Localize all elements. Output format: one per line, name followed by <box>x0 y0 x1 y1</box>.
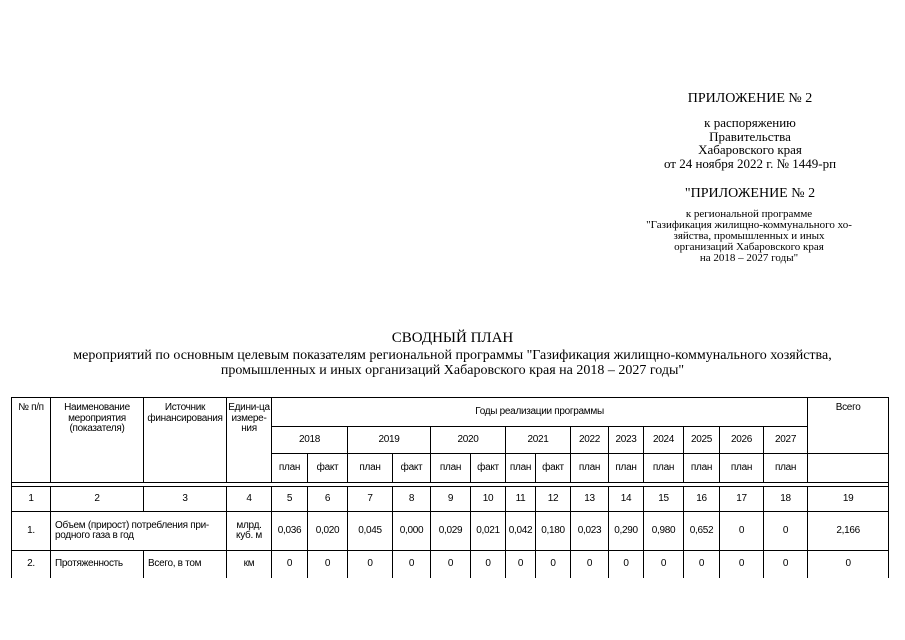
summary-plan-table <box>11 397 889 578</box>
year-2027: 2027 <box>764 427 808 454</box>
header-row <box>12 398 889 427</box>
subcol: план <box>609 454 644 483</box>
row-value: 0,020 <box>308 512 348 551</box>
row-unit: млрд. куб. м <box>227 512 272 551</box>
year-2026: 2026 <box>720 427 764 454</box>
col-number: 14 <box>609 487 644 512</box>
column-number-row <box>12 487 889 512</box>
col-head-name: Наименование мероприятия (показателя) <box>51 398 144 483</box>
col-number: 8 <box>393 487 431 512</box>
row-value: 0 <box>308 551 348 579</box>
year-2024: 2024 <box>644 427 684 454</box>
year-2020: 2020 <box>431 427 506 454</box>
program-line: организаций Хабаровского края <box>674 241 824 253</box>
year-2019: 2019 <box>348 427 431 454</box>
row-value: 0 <box>609 551 644 579</box>
program-line: зяйства, промышленных и иных <box>673 230 825 242</box>
row-value: 0 <box>393 551 431 579</box>
row-value: 0,980 <box>644 512 684 551</box>
row-value: 0 <box>764 512 808 551</box>
year-2021: 2021 <box>506 427 571 454</box>
row-source: Всего, в том <box>144 551 227 579</box>
row-value: 0 <box>348 551 393 579</box>
appendix-label-2: "ПРИЛОЖЕНИЕ № 2 <box>684 186 816 201</box>
row-value: 0 <box>571 551 609 579</box>
row-value: 0,045 <box>348 512 393 551</box>
col-number: 6 <box>308 487 348 512</box>
row-value: 0 <box>720 512 764 551</box>
col-number: 13 <box>571 487 609 512</box>
subcol: план <box>348 454 393 483</box>
order-line: к распоряжению <box>704 115 796 130</box>
col-head-total: Всего <box>808 398 889 454</box>
subcol: факт <box>308 454 348 483</box>
col-number: 19 <box>808 487 889 512</box>
program-line: "Газификация жилищно-коммунального хо- <box>646 219 852 231</box>
col-head-unit: Едини-ца измере-ния <box>227 398 272 483</box>
row-num: 1. <box>12 512 51 551</box>
row-value: 0,021 <box>471 512 506 551</box>
order-line: от 24 ноября 2022 г. № 1449-рп <box>663 155 837 171</box>
subcol: факт <box>393 454 431 483</box>
row-name: Протяженность <box>51 551 144 579</box>
year-2023: 2023 <box>609 427 644 454</box>
row-total: 0 <box>808 551 889 579</box>
col-number: 1 <box>12 487 51 512</box>
row-value: 0 <box>764 551 808 579</box>
table-row <box>12 512 889 551</box>
row-value: 0,029 <box>431 512 471 551</box>
row-value: 0,652 <box>684 512 720 551</box>
subcol: план <box>506 454 536 483</box>
col-head-source: Источник финансирования <box>144 398 227 483</box>
year-2018: 2018 <box>272 427 348 454</box>
row-value: 0 <box>536 551 571 579</box>
program-line: к региональной программе <box>685 208 813 220</box>
row-value: 0,042 <box>506 512 536 551</box>
subcol: план <box>272 454 308 483</box>
col-number: 12 <box>536 487 571 512</box>
col-number: 5 <box>272 487 308 512</box>
row-total: 2,166 <box>808 512 889 551</box>
year-2025: 2025 <box>684 427 720 454</box>
col-number: 3 <box>144 487 227 512</box>
col-number: 16 <box>684 487 720 512</box>
order-reference <box>630 116 870 171</box>
order-line: Правительства <box>709 128 791 144</box>
program-reference <box>618 209 880 264</box>
subcol: план <box>764 454 808 483</box>
col-number: 10 <box>471 487 506 512</box>
row-value: 0 <box>644 551 684 579</box>
row-value: 0,023 <box>571 512 609 551</box>
col-number: 7 <box>348 487 393 512</box>
col-head-years-group: Годы реализации программы <box>272 398 808 427</box>
col-number: 17 <box>720 487 764 512</box>
row-name: Объем (прирост) потребления при-родного газа в год <box>51 512 227 551</box>
row-value: 0,036 <box>272 512 308 551</box>
subcol: план <box>571 454 609 483</box>
table-row <box>12 551 889 579</box>
program-line: на 2018 – 2027 годы" <box>699 252 799 264</box>
row-value: 0 <box>471 551 506 579</box>
subcol: план <box>644 454 684 483</box>
row-num: 2. <box>12 551 51 579</box>
subcol: план <box>431 454 471 483</box>
col-number: 18 <box>764 487 808 512</box>
subcol-total-empty <box>808 454 889 483</box>
row-value: 0 <box>720 551 764 579</box>
subcol: факт <box>536 454 571 483</box>
col-number: 4 <box>227 487 272 512</box>
row-value: 0,180 <box>536 512 571 551</box>
row-value: 0,290 <box>609 512 644 551</box>
row-unit: км <box>227 551 272 579</box>
row-value: 0 <box>506 551 536 579</box>
row-value: 0,000 <box>393 512 431 551</box>
subcol: факт <box>471 454 506 483</box>
col-number: 2 <box>51 487 144 512</box>
document-title: СВОДНЫЙ ПЛАН <box>391 330 514 346</box>
row-value: 0 <box>431 551 471 579</box>
year-2022: 2022 <box>571 427 609 454</box>
row-value: 0 <box>272 551 308 579</box>
subcol: план <box>684 454 720 483</box>
order-line: Хабаровского края <box>698 142 802 158</box>
col-number: 15 <box>644 487 684 512</box>
subtitle-line: мероприятий по основным целевым показателям региональной программы "Газификация жилищно-коммунального хозяйства, <box>73 348 832 363</box>
appendix-label: ПРИЛОЖЕНИЕ № 2 <box>687 91 813 106</box>
document-subtitle <box>30 349 875 378</box>
col-number: 11 <box>506 487 536 512</box>
subcol: план <box>720 454 764 483</box>
col-number: 9 <box>431 487 471 512</box>
row-value: 0 <box>684 551 720 579</box>
subtitle-line: промышленных и иных организаций Хабаровского края на 2018 – 2027 годы" <box>220 362 685 378</box>
col-head-num: № п/п <box>12 398 51 483</box>
